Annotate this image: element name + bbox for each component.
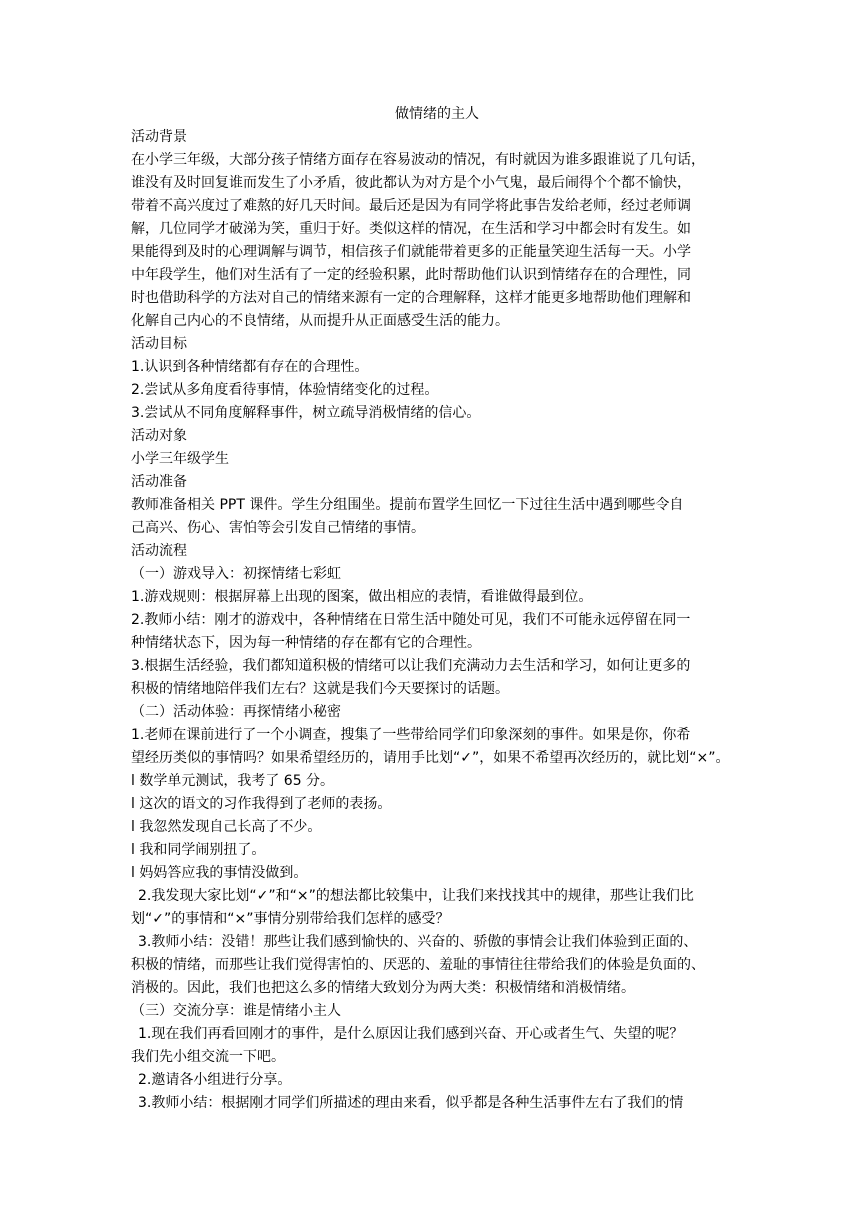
text-line: 3.尝试从不同角度解释事件，树立疏导消极情绪的信心。 <box>131 405 481 421</box>
text-line: 己高兴、伤心、害怕等会引发自己情绪的事情。 <box>131 520 425 536</box>
text-line: 1.认识到各种情绪都有存在的合理性。 <box>131 359 369 375</box>
text-line: 种情绪状态下，因为每一种情绪的存在都有它的合理性。 <box>131 635 481 651</box>
text-line: 活动目标 <box>131 336 187 352</box>
text-line: 谁没有及时回复谁而发生了小矛盾，彼此都认为对方是个小气鬼，最后闹得个个都不愉快， <box>131 175 691 191</box>
text-line: （二）活动体验：再探情绪小秘密 <box>131 704 341 720</box>
text-line: l 我和同学闹别扭了。 <box>131 842 266 858</box>
text-line: 1.老师在课前进行了一个小调查，搜集了一些带给同学们印象深刻的事件。如果是你，你希 <box>131 727 691 743</box>
text-line: 活动背景 <box>131 129 187 145</box>
text-line: l 数学单元测试，我考了 65 分。 <box>131 773 335 789</box>
text-line: l 我忽然发现自己长高了不少。 <box>131 819 322 835</box>
text-line: 在小学三年级，大部分孩子情绪方面存在容易波动的情况，有时就因为谁多跟谁说了几句话， <box>131 152 705 168</box>
text-line: 积极的情绪地陪伴我们左右？这就是我们今天要探讨的话题。 <box>131 681 509 697</box>
text-line: l 这次的语文的习作我得到了老师的表扬。 <box>131 796 392 812</box>
document-body <box>131 102 743 1115</box>
text-line: （一）游戏导入：初探情绪七彩虹 <box>131 566 341 582</box>
text-line: 中年段学生，他们对生活有了一定的经验积累，此时帮助他们认识到情绪存在的合理性，同 <box>131 267 691 283</box>
text-line: 活动准备 <box>131 474 187 490</box>
text-line: 化解自己内心的不良情绪，从而提升从正面感受生活的能力。 <box>131 313 509 329</box>
text-line: 我们先小组交流一下吧。 <box>131 1049 285 1065</box>
text-line: 望经历类似的事情吗？如果希望经历的，请用手比划“✓”，如果不希望再次经历的，就比划“×”。 <box>131 750 730 766</box>
text-line: 2.邀请各小组进行分享。 <box>138 1072 292 1088</box>
text-line: 带着不高兴度过了难熬的好几天时间。最后还是因为有同学将此事告发给老师，经过老师调 <box>131 198 691 214</box>
text-line: 积极的情绪，而那些让我们觉得害怕的、厌恶的、羞耻的事情往往带给我们的体验是负面的、 <box>131 957 705 973</box>
text-line: l 妈妈答应我的事情没做到。 <box>131 865 308 881</box>
text-line: 小学三年级学生 <box>131 451 229 467</box>
text-line: 2.教师小结：刚才的游戏中，各种情绪在日常生活中随处可见，我们不可能永远停留在同一 <box>131 612 691 628</box>
text-line: 解，几位同学才破涕为笑，重归于好。类似这样的情况，在生活和学习中都会时有发生。如 <box>131 221 691 237</box>
text-line: 3.教师小结：根据刚才同学们所描述的理由来看，似乎都是各种生活事件左右了我们的情 <box>138 1095 684 1111</box>
document-text <box>131 126 743 1115</box>
text-line: 教师准备相关 PPT 课件。学生分组围坐。提前布置学生回忆一下过往生活中遇到哪些令自 <box>131 497 684 513</box>
text-line: 3.教师小结：没错！那些让我们感到愉快的、兴奋的、骄傲的事情会让我们体验到正面的、 <box>138 934 698 950</box>
text-line: 1.现在我们再看回刚才的事件，是什么原因让我们感到兴奋、开心或者生气、失望的呢？ <box>138 1026 684 1042</box>
text-line: （三）交流分享：谁是情绪小主人 <box>131 1003 341 1019</box>
text-line: 活动对象 <box>131 428 187 444</box>
text-line: 消极的。因此，我们也把这么多的情绪大致划分为两大类：积极情绪和消极情绪。 <box>131 980 635 996</box>
text-line: 3.根据生活经验，我们都知道积极的情绪可以让我们充满动力去生活和学习，如何让更多的 <box>131 658 691 674</box>
text-line: 时也借助科学的方法对自己的情绪来源有一定的合理解释，这样才能更多地帮助他们理解和 <box>131 290 691 306</box>
document-title: 做情绪的主人 <box>395 106 479 122</box>
text-line: 划“✓”的事情和“×”事情分别带给我们怎样的感受？ <box>131 911 450 927</box>
text-line: 活动流程 <box>131 543 187 559</box>
text-line: 果能得到及时的心理调解与调节，相信孩子们就能带着更多的正能量笑迎生活每一天。小学 <box>131 244 691 260</box>
text-line: 1.游戏规则：根据屏幕上出现的图案，做出相应的表情，看谁做得最到位。 <box>131 589 593 605</box>
text-line: 2.尝试从多角度看待事情，体验情绪变化的过程。 <box>131 382 439 398</box>
text-line: 2.我发现大家比划“✓”和“×”的想法都比较集中，让我们来找找其中的规律，那些让我们比 <box>138 888 694 904</box>
